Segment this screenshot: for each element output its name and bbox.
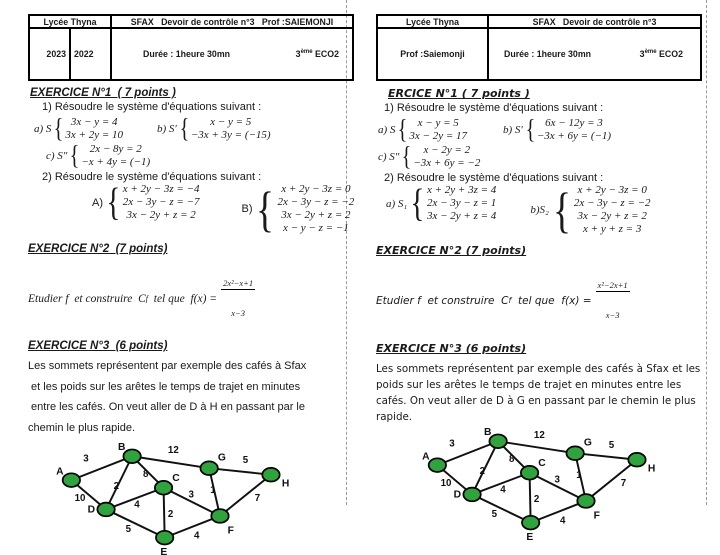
equation: x + 2y − 3z = −4 <box>122 183 200 195</box>
equation: x + 2y − 3z = 0 <box>577 184 647 196</box>
edge-weight-B-D: 2 <box>113 480 120 492</box>
system-A: A) { x + 2y − 3z = −4 2x − 3y − z = −7 3x − 2y + z = 2 <box>92 181 200 224</box>
edge-weight-E-F: 4 <box>559 515 566 527</box>
fraction-denominator: x−3 <box>231 308 245 318</box>
brace: { <box>54 113 64 143</box>
brace: { <box>525 114 536 144</box>
system-c: c) S″ { x − 2y = 2 −3x + 6y = −2 <box>378 141 481 171</box>
equation: 2x − 3y − z = −7 <box>122 196 200 208</box>
node-H <box>262 468 279 482</box>
school-name: Lycée Thyna <box>377 15 488 28</box>
edge-weight-C-F: 3 <box>554 474 560 486</box>
question-1: 1) Résoudre le système d'équations suivant : <box>384 102 604 114</box>
exercise3-heading: EXERCICE N°3 (6 points) <box>28 340 168 352</box>
exam-duration: Durée : 1heure 30mn <box>143 49 231 59</box>
equation: 3x + 2y = 10 <box>65 128 124 141</box>
equation: 2x − 3y − z = −2 <box>573 197 651 209</box>
equation: 3x − 2y + z = 2 <box>577 210 647 222</box>
equation: 3x − 2y + z = 2 <box>281 209 351 221</box>
fraction-numerator: 2x²−x+1 <box>223 278 254 288</box>
edge-weight-B-C: 8 <box>142 468 149 480</box>
node-A <box>63 473 80 487</box>
exercise2-heading: EXERCICE N°2 (7 points) <box>376 244 527 257</box>
node-E <box>522 516 539 530</box>
equation: x + 2y + 3z = 4 <box>426 184 497 196</box>
edge-weight-B-D: 2 <box>479 465 486 477</box>
brace: { <box>70 140 80 170</box>
equation: 2x − 3y − z = −2 <box>277 196 355 208</box>
node-label-B: B <box>118 441 126 453</box>
brace: { <box>410 182 425 225</box>
exercise3-text: Les sommets représentent par exemple des cafés à Sfax et les poids sur les arêtes le temps de trajet en minutes entre les cafés. On veut aller de D à G en passant par le chemin le plus rapide. <box>376 363 701 423</box>
systems-row-ab <box>376 116 708 143</box>
edge-B-G <box>498 441 575 453</box>
year-end: 2022 <box>70 28 111 80</box>
system-a: a) S { x − y = 5 3x − 2y = 17 <box>378 114 468 144</box>
edge-D-E <box>106 509 165 537</box>
question-2: 2) Résoudre le système d'équations suivant : <box>42 171 262 183</box>
edge-weight-F-H: 7 <box>254 492 261 504</box>
edge-weight-F-G: 1 <box>576 470 582 482</box>
node-B <box>123 449 140 463</box>
equation: 2x − 8y = 2 <box>89 142 142 155</box>
edge-weight-G-H: 5 <box>608 439 615 451</box>
edge-weight-B-G: 12 <box>533 430 545 442</box>
node-C <box>521 466 538 480</box>
curve-subscript: f <box>145 294 148 303</box>
year-start: 2023 <box>29 28 70 80</box>
exercise3-text: Les sommets représentent par exemple des cafés à Sfax et les poids sur les arêtes le temps de trajet en minutes entre les cafés. On veut aller de D à H en passant par le chemin le plus rapide. <box>28 360 307 434</box>
node-label-H: H <box>281 478 290 490</box>
system-c: c) S″ { 2x − 8y = 2 −x + 4y = (−1) <box>46 140 151 170</box>
node-label-D: D <box>87 504 96 516</box>
node-A <box>429 458 446 472</box>
question-2: 2) Résoudre le système d'équations suivant : <box>384 172 604 184</box>
exam-duration: Durée : 1heure 30mn <box>504 49 592 59</box>
left-page <box>28 14 360 555</box>
node-G <box>566 446 583 460</box>
curve-subscript: f <box>508 296 512 305</box>
edge-weight-A-B: 3 <box>83 453 89 465</box>
exercise1-heading: ERCICE N°1 ( 7 points ) <box>388 87 530 100</box>
systems-row-c <box>28 142 360 169</box>
node-F <box>211 509 228 523</box>
edge-F-H <box>220 475 271 516</box>
node-label-D: D <box>453 489 462 501</box>
node-label-G: G <box>217 452 226 464</box>
class-label: 3ème ECO2 <box>295 49 339 59</box>
system-b: b) S′ { 6x − 12y = 3 −3x + 6y = (−1) <box>503 114 612 144</box>
edge-weight-A-B: 3 <box>449 438 455 450</box>
right-header-table <box>376 14 702 81</box>
node-H <box>628 453 645 467</box>
systems-row-c <box>376 143 708 170</box>
system-b: b) S′ { x − y = 5 −3x + 3y = (−15) <box>157 113 271 143</box>
edge-weight-C-D: 4 <box>134 499 140 511</box>
left-header-table <box>28 14 354 81</box>
equation: x − y − z = −1 <box>282 222 349 234</box>
exercise3-heading: EXERCICE N°3 (6 points) <box>376 342 527 355</box>
edge-weight-F-G: 1 <box>210 485 216 497</box>
exam-title: SFAX Devoir de contrôle n°3 <box>488 15 701 28</box>
edge-weight-D-E: 5 <box>491 509 498 521</box>
exercise2-statement: Etudier f et construire C f tel que f(x) = $\frac{\text{x²−2x+1}}{x-3}$ <box>376 263 708 338</box>
node-label-C: C <box>172 473 180 485</box>
equation: x − 2y = 2 <box>423 143 471 156</box>
edge-weight-A-D: 10 <box>440 477 452 489</box>
node-label-E: E <box>160 547 168 555</box>
node-label-E: E <box>526 532 534 540</box>
node-label-G: G <box>583 437 592 449</box>
equation: −3x + 6y = (−1) <box>536 129 612 142</box>
brace: { <box>552 182 571 238</box>
edge-weight-C-F: 3 <box>188 489 194 501</box>
function-fraction <box>221 261 255 336</box>
system-S2: b)S₂ { x + 2y − 3z = 0 2x − 3y − z = −2 3x − 2y + z = 2 x + y + z = 3 <box>530 182 651 238</box>
brace: { <box>106 181 121 224</box>
exercise2-statement: Etudier f et construire C f tel que f(x) = $\frac{\text{2x²−x+1}}{x-3}$ <box>28 261 360 336</box>
brace: { <box>402 141 412 171</box>
edge-weight-F-H: 7 <box>620 477 627 489</box>
graph-diagram-right <box>410 425 660 540</box>
node-label-C: C <box>538 458 546 470</box>
question-1: 1) Résoudre le système d'équations suivant : <box>42 101 262 113</box>
node-E <box>156 531 173 545</box>
node-label-A: A <box>56 466 64 478</box>
equation: x + y + z = 3 <box>583 223 642 235</box>
function-fraction <box>596 263 630 338</box>
node-D <box>97 503 114 517</box>
school-name: Lycée Thyna <box>29 15 111 28</box>
equation: 2x − 3y − z = 1 <box>426 197 497 209</box>
edge-weight-E-F: 4 <box>193 530 200 542</box>
equation: −3x + 6y = −2 <box>413 156 481 169</box>
right-page <box>376 14 708 540</box>
system-S1: a) S₁ { x + 2y + 3z = 4 2x − 3y − z = 1 3x − 2y + z = 4 <box>386 182 497 225</box>
node-label-F: F <box>227 525 234 537</box>
edge-F-H <box>586 460 637 501</box>
edge-weight-D-E: 5 <box>125 524 132 536</box>
graph-diagram-left <box>44 440 294 555</box>
edge-weight-C-E: 2 <box>167 509 174 521</box>
equation: 3x − 2y = 17 <box>409 129 468 142</box>
exam-title: SFAX Devoir de contrôle n°3 Prof :SAIEMONJI <box>111 15 353 28</box>
systems-row-AB <box>28 183 360 235</box>
node-label-B: B <box>484 426 492 438</box>
exercise2-heading: EXERCICE N°2 (7 points) <box>28 243 168 255</box>
node-B <box>489 434 506 448</box>
edge-weight-C-D: 4 <box>500 484 506 496</box>
edge-weight-G-H: 5 <box>242 454 249 466</box>
edge-weight-B-C: 8 <box>508 453 515 465</box>
equation: 6x − 12y = 3 <box>545 116 603 129</box>
brace: { <box>398 114 408 144</box>
edge-weight-B-G: 12 <box>167 445 179 457</box>
system-B: B) { x + 2y − 3z = 0 2x − 3y − z = −2 3x − 2y + z = 2 x − y − z = −1 <box>241 181 355 237</box>
brace: { <box>256 181 275 237</box>
equation: x − y = 5 <box>417 116 459 129</box>
equation: −x + 4y = (−1) <box>81 155 151 168</box>
equation: x + 2y − 3z = 0 <box>281 183 351 195</box>
equation: 3x − 2y + z = 4 <box>426 210 497 222</box>
equation: 3x − y = 4 <box>70 115 118 128</box>
fraction-numerator: x²−2x+1 <box>597 280 628 290</box>
fraction-denominator: x−3 <box>605 310 620 320</box>
edge-weight-C-E: 2 <box>533 494 540 506</box>
equation: 3x − 2y + z = 2 <box>126 209 196 221</box>
equation: x − y = 5 <box>210 115 252 128</box>
prof-name: Prof :Saiemonji <box>377 28 488 80</box>
systems-row-AB <box>376 184 708 236</box>
systems-row-ab <box>28 115 360 142</box>
node-G <box>200 461 217 475</box>
equation: −3x + 3y = (−15) <box>190 128 271 141</box>
system-a: a) S { 3x − y = 4 3x + 2y = 10 <box>34 113 124 143</box>
node-label-A: A <box>422 451 430 463</box>
node-C <box>155 481 172 495</box>
node-label-F: F <box>593 510 600 522</box>
brace: { <box>179 113 190 143</box>
edge-weight-A-D: 10 <box>74 492 86 504</box>
node-F <box>577 494 594 508</box>
edge-B-G <box>132 456 209 468</box>
node-D <box>463 488 480 502</box>
class-label: 3ème ECO2 <box>639 49 683 59</box>
node-label-H: H <box>647 463 656 475</box>
exercise1-heading: EXERCICE N°1 ( 7 points ) <box>30 87 176 99</box>
